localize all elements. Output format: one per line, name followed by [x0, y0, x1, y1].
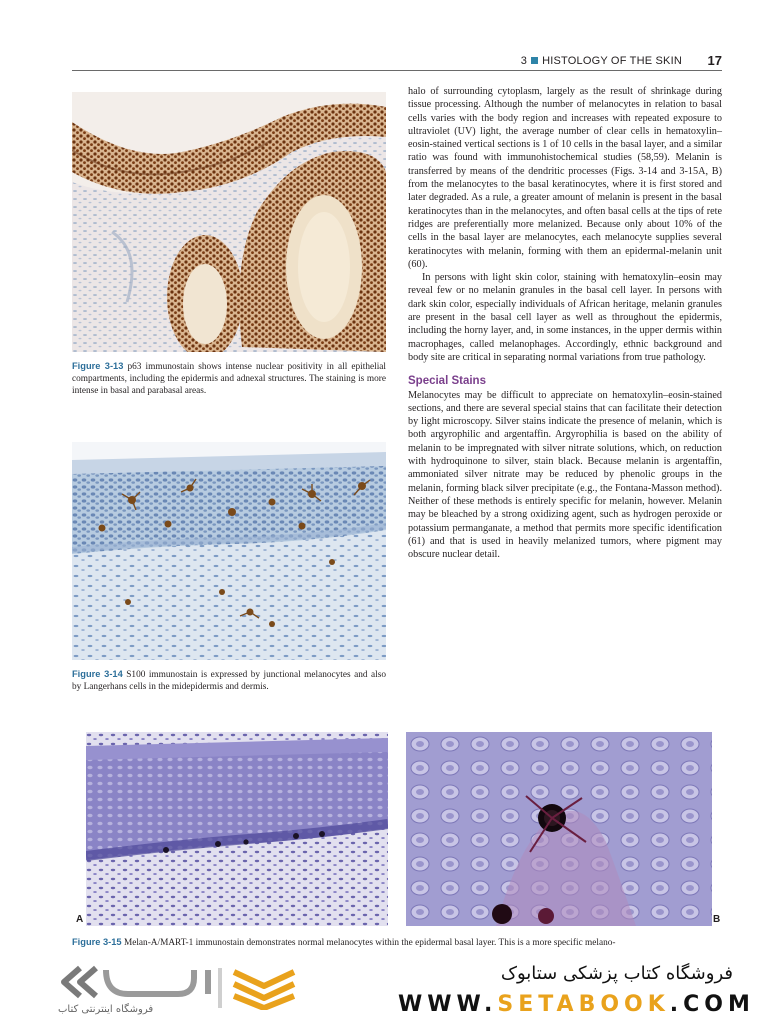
section-title-text: HISTOLOGY OF THE SKIN — [542, 55, 682, 67]
figure-label: Figure 3-13 — [72, 361, 124, 371]
chevron-icon — [64, 968, 96, 996]
running-header — [400, 54, 722, 70]
panel-b-label: B — [713, 914, 721, 925]
figure-3-13-caption — [72, 360, 386, 398]
book-stack-icon — [234, 972, 294, 1008]
figure-3-13-image — [72, 92, 386, 352]
logo-tagline: فروشگاه اینترنتی کتاب — [58, 1004, 154, 1015]
figure-3-14-caption — [72, 668, 386, 693]
section-title — [521, 55, 682, 67]
setabook-logo — [58, 962, 308, 1010]
paragraph: Melanocytes may be difficult to appreciate on hematoxylin–eosin-stained sections, and there are several special stains that can facilitate their detection by light microscopy. Silver stains indicate the presence of melanin, which is both argyrophilic and argentaffin. Argyrophilia is based on the ability of melanin to be impregnated with silver nitrate solutions, which, on reduction with hydroquinone to silver, stain black. Because melanin is argentaffin, ammoniated silver nitrate may be reduced by phenolic groups in the melanin, forming black silver precipitate (e.g., the Fontana-Masson method). Neither of these methods is entirely specific for melanin, however. Melanin may be bleached by a strong oxidizing agent, such as hydrogen peroxide or potassium permanganate, a method that permits more specific identification (61) and that is used in heavily melanized tumors, where pigment may obscure nuclear detail. — [408, 389, 722, 561]
section-number: 3 — [520, 55, 528, 67]
shop-url — [398, 992, 755, 1017]
section-heading: Special Stains — [408, 375, 486, 388]
figure-3-14-image — [72, 442, 386, 660]
figure-label: Figure 3-14 — [72, 669, 123, 679]
figure-label: Figure 3-15 — [72, 937, 122, 947]
figure-3-15b-image — [406, 732, 712, 926]
p63-micrograph — [72, 92, 386, 352]
page-number: 17 — [707, 53, 722, 68]
s100-micrograph — [72, 442, 386, 660]
caption-text: Melan-A/MART-1 immunostain demonstrates normal melanocytes within the epidermal basal layer. This is a more specific melano- — [123, 938, 616, 948]
melan-a-panel-a — [86, 732, 388, 926]
paragraph: In persons with light skin color, staining with hematoxylin–eosin may reveal few or no melanin granules in the basal cell layer. In persons with dark skin color, especially individuals of African heritage, melanin granules are present in the basal cell layer as well as throughout the epidermis, including the horny layer, and, in some instances, in the upper dermis within macrophages, called melanophages. Accordingly, ethnic background and body site are critical in separating normal variations from true pathology. — [408, 272, 722, 363]
melan-a-panel-b — [406, 732, 712, 926]
figure-3-15-caption — [72, 936, 722, 948]
paragraph: halo of surrounding cytoplasm, largely as the result of shrinkage during tissue processing. Although the number of melanocytes in relation to basal cells varies with the body region and increases with repeated exposure to ultraviolet (UV) light, the average number of clear cells in hematoxylin–eosin-stained vertical sections is 1 of 10 cells in the basal layer, and a similar ratio was found with immunohistochemical studies (58,59). Melanin is transferred by means of the dendritic processes (Figs. 3-14 and 3-15A, B) from the melanocytes to the basal keratinocytes, where it is first stored and later degraded. As a rule, a greater amount of melanin is present in the basal keratinocytes than in the melanocytes, and often basal cells at the tips of rete ridges are preferentially more melanized. Because only about 10% of the cells in the basal layer are melanocytes, each melanocyte supplies several keratinocytes with melanin, forming with them an epidermal-melanin unit (60). — [408, 86, 722, 270]
panel-a-label: A — [76, 914, 84, 925]
url-brand: SETABOOK — [497, 992, 670, 1017]
shop-name: فروشگاه کتاب پزشکی ستابوک — [500, 963, 733, 984]
body-text-column — [408, 85, 722, 561]
header-square-icon — [531, 57, 538, 64]
header-rule — [72, 70, 722, 71]
url-prefix: WWW. — [398, 992, 498, 1017]
caption-text: p63 immunostain shows intense nuclear positivity in all epithelial compartments, including the epidermis and adnexal structures. The staining is more intense in basal and parabasal areas. — [72, 362, 386, 397]
caption-text: S100 immunostain is expressed by junctional melanocytes and also by Langerhans cells in the midepidermis and dermis. — [72, 670, 386, 693]
figure-3-15a-image — [86, 732, 388, 926]
url-suffix: .COM — [669, 992, 755, 1017]
